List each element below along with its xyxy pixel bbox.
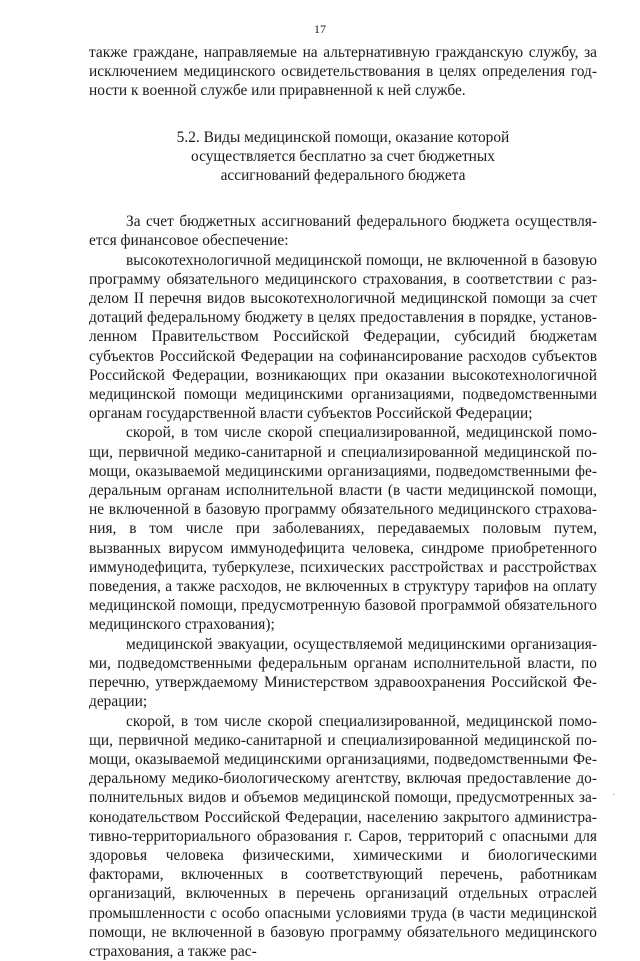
paragraph-emergency-care-federal: скорой, в том числе скорой специализированной, медицинской помощи, первичной медико-санитарной и специализированной медицинской помощи, оказываемой медицинскими организациями, подведомственными федеральным органам исполнительной власти (в части медицинской помощи, не включенной в базовую программу обязательного медицинского страхования, в том числе при заболеваниях, передаваемых половым путем, вызванных вирусом иммунодефицита человека, синдроме приобретенного иммунодефицита, туберкулезе, психических расстройствах и расстройствах поведения, а также расходов, не включенных в структуру тарифов на оплату медицинской помощи, предусмотренную базовой программой обязательного медицинского страхования); [89, 423, 597, 634]
section-heading-line: осуществляется бесплатно за счет бюджетных [129, 147, 557, 166]
paragraph-financing-intro: За счет бюджетных ассигнований федерального бюджета осуществляется финансовое обеспечение: [89, 212, 597, 250]
section-body [89, 212, 597, 961]
section-heading-line: 5.2. Виды медицинской помощи, оказание которой [129, 128, 557, 147]
document-body [89, 43, 597, 961]
paragraph-fmba-care: скорой, в том числе скорой специализированной, медицинской помощи, первичной медико-санитарной и специализированной медицинской помощи, оказываемой медицинскими организациями, подведомственными Федеральному медико-биологическому агентству, включая предоставление дополнительных видов и объемов медицинской помощи, предусмотренных законодательством Российской Федерации, населению закрытого административно-территориального образования г. Саров, территорий с опасными для здоровья человека физическими, химическими и биологическими факторами, включенных в соответствующий перечень, работникам организаций, включенных в перечень организаций отдельных отраслей промышленности с особо опасными условиями труда (в части медицинской помощи, не включенной в базовую программу обязательного медицинского страхования, а также рас- [89, 712, 597, 961]
paragraph-medical-evacuation: медицинской эвакуации, осуществляемой медицинскими организациями, подведомственными федеральным органам исполнительной власти, по перечню, утверждаемому Министерством здравоохранения Российской Федерации; [89, 635, 597, 712]
scan-mark: · [612, 790, 615, 801]
intro-paragraph: также граждане, направляемые на альтернативную гражданскую службу, за исключением медицинского освидетельствования в целях определения годности к военной службе или приравненной к ней службе. [89, 43, 597, 101]
section-heading [89, 128, 597, 186]
page-number: 17 [0, 22, 640, 36]
section-heading-line: ассигнований федерального бюджета [129, 166, 557, 185]
paragraph-high-tech-care: высокотехнологичной медицинской помощи, не включенной в базовую программу обязательного медицинского страхования, в соответствии с разделом II перечня видов высокотехнологичной медицинской помощи за счет дотаций федеральному бюджету в целях предоставления в порядке, установленном Правительством Российской Федерации, субсидий бюджетам субъектов Российской Федерации на софинансирование расходов субъектов Российской Федерации, возникающих при оказании высокотехнологичной медицинской помощи медицинскими организациями, подведомственными органам государственной власти субъектов Российской Федерации; [89, 251, 597, 424]
